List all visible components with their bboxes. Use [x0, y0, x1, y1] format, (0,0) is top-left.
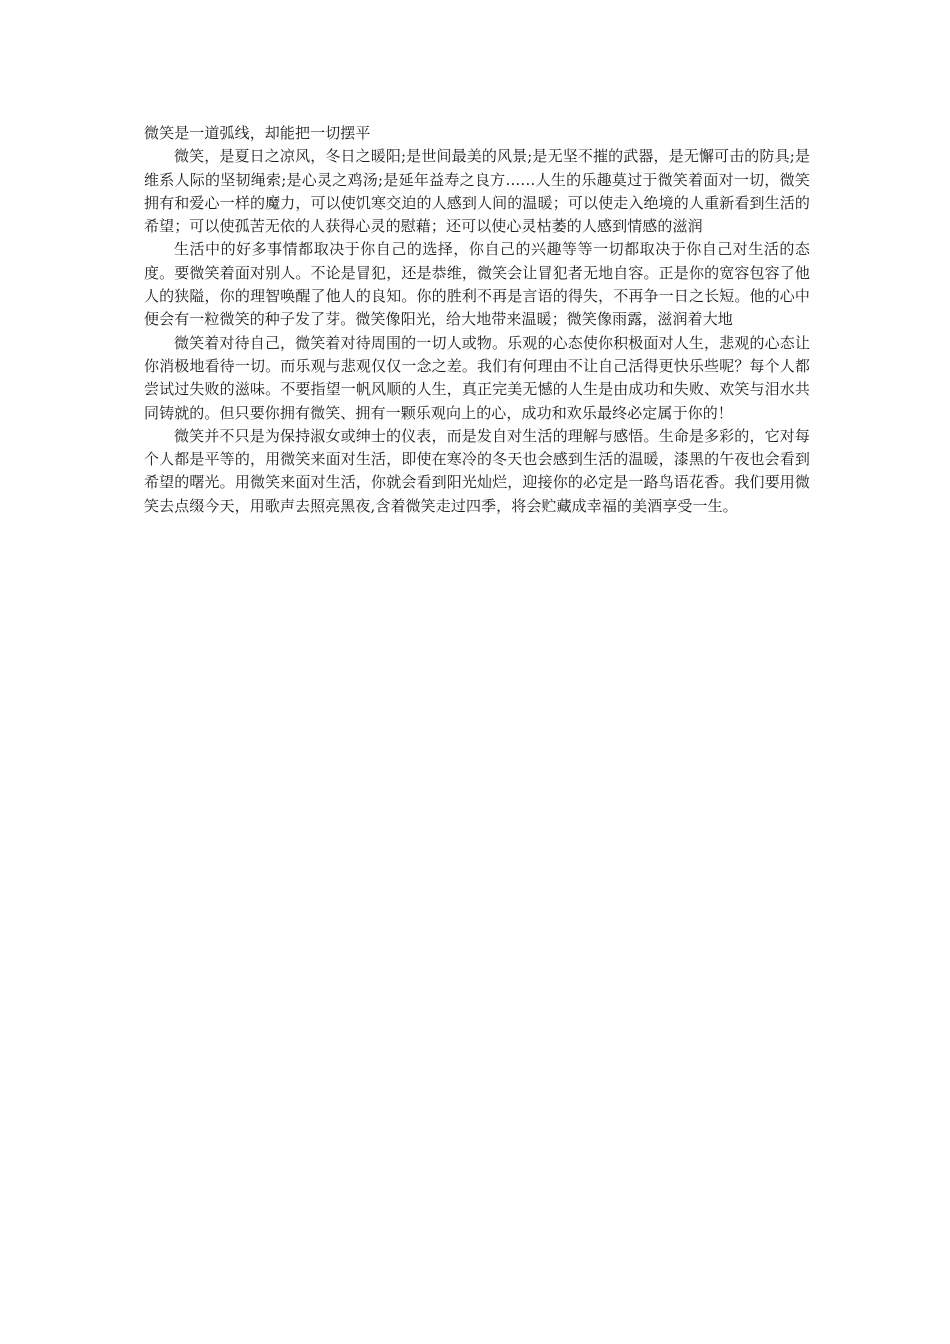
paragraph-1: 微笑，是夏日之凉风，冬日之暖阳;是世间最美的风景;是无坚不摧的武器，是无懈可击的防具;是维系人际的坚韧绳索;是心灵之鸡汤;是延年益寿之良方……人生的乐趣莫过于微笑着面对一切，微笑拥有和爱心一样的魔力，可以使饥寒交迫的人感到人间的温暖；可以使走入绝境的人重新看到生活的希望；可以使孤苦无依的人获得心灵的慰藉；还可以使心灵枯萎的人感到情感的滋润 [144, 147, 810, 236]
paragraph-4: 微笑并不只是为保持淑女或绅士的仪表，而是发自对生活的理解与感悟。生命是多彩的，它对每个人都是平等的，用微笑来面对生活，即使在寒冷的冬天也会感到生活的温暖，漆黑的午夜也会看到希望的曙光。用微笑来面对生活，你就会看到阳光灿烂，迎接你的必定是一路鸟语花香。我们要用微笑去点缀今天，用歌声去照亮黑夜,含着微笑走过四季，将会贮藏成幸福的美酒享受一生。 [144, 426, 810, 515]
paragraph-3: 微笑着对待自己，微笑着对待周围的一切人或物。乐观的心态使你积极面对人生，悲观的心态让你消极地看待一切。而乐观与悲观仅仅一念之差。我们有何理由不让自己活得更快乐些呢？每个人都尝试过失败的滋味。不要指望一帆风顺的人生，真正完美无憾的人生是由成功和失败、欢笑与泪水共同铸就的。但只要你拥有微笑、拥有一颗乐观向上的心，成功和欢乐最终必定属于你的！ [144, 333, 810, 422]
document-title: 微笑是一道弧线，却能把一切摆平 [144, 124, 371, 142]
document-body [144, 122, 810, 518]
paragraph-2: 生活中的好多事情都取决于你自己的选择，你自己的兴趣等等一切都取决于你自己对生活的态度。要微笑着面对别人。不论是冒犯，还是恭维，微笑会让冒犯者无地自容。正是你的宽容包容了他人的狭隘，你的理智唤醒了他人的良知。你的胜利不再是言语的得失，不再争一日之长短。他的心中便会有一粒微笑的种子发了芽。微笑像阳光，给大地带来温暖；微笑像雨露，滋润着大地 [144, 240, 810, 329]
